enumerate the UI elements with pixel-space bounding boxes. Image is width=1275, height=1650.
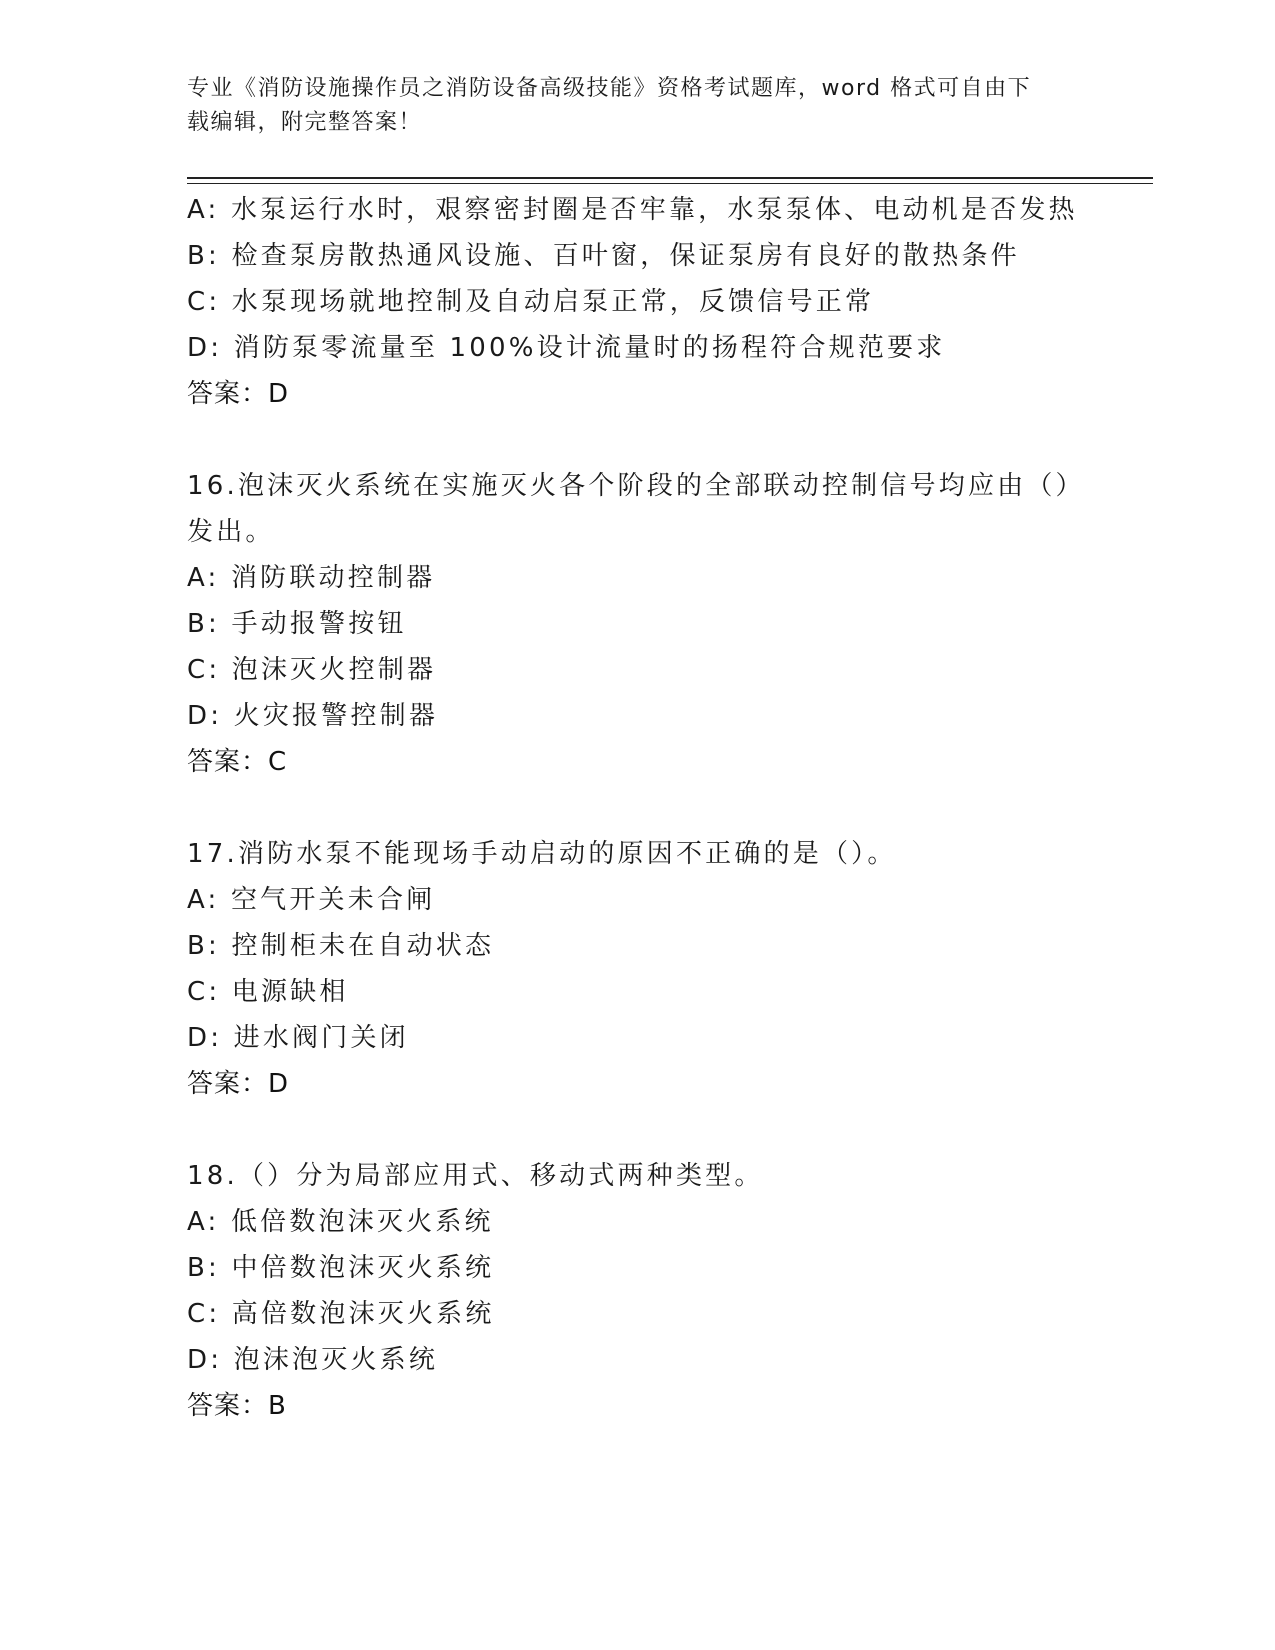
q17-question-line-1: 17.消防水泵不能现场手动启动的原因不正确的是（）。 [187,839,897,869]
header-line-2: 载编辑，附完整答案！ [187,110,423,135]
q18-question-line-1: 18.（）分为局部应用式、移动式两种类型。 [187,1161,764,1191]
question-list [187,187,1153,1429]
q16-option-c: C: 泡沫灭火控制器 [187,655,437,685]
question-15-block [187,187,1153,417]
q16-option-a: A: 消防联动控制器 [187,563,436,593]
q18-option-a: A: 低倍数泡沫灭火系统 [187,1207,494,1237]
header-line-1: 专业《消防设施操作员之消防设备高级技能》资格考试题库，word 格式可自由下 [187,76,1032,101]
spacer [187,417,1153,463]
document-header [187,72,1087,140]
q18-option-c: C: 高倍数泡沫灭火系统 [187,1299,495,1329]
spacer [187,785,1153,831]
q15-option-c: C: 水泵现场就地控制及自动启泵正常，反馈信号正常 [187,287,875,317]
q15-option-b: B: 检查泵房散热通风设施、百叶窗，保证泵房有良好的散热条件 [187,241,1020,271]
spacer [187,1107,1153,1153]
q17-option-b: B: 控制柜未在自动状态 [187,931,495,961]
q17-option-d: D: 进水阀门关闭 [187,1023,409,1053]
q17-option-c: C: 电源缺相 [187,977,349,1007]
q16-option-b: B: 手动报警按钮 [187,609,407,639]
q18-option-d: D: 泡沫泡灭火系统 [187,1345,439,1375]
header-rule-thin [187,183,1153,184]
q15-answer: 答案：D [187,379,290,409]
q15-option-a: A: 水泵运行水时，艰察密封圈是否牢靠，水泵泵体、电动机是否发热 [187,195,1078,225]
question-16-block [187,463,1153,785]
q17-answer: 答案：D [187,1069,290,1099]
question-18-block [187,1153,1153,1429]
q18-option-b: B: 中倍数泡沫灭火系统 [187,1253,495,1283]
q16-answer: 答案：C [187,747,288,777]
q16-option-d: D: 火灾报警控制器 [187,701,439,731]
q16-question-line-1: 16.泡沫灭火系统在实施灭火各个阶段的全部联动控制信号均应由（） [187,471,1085,501]
q15-option-d: D: 消防泵零流量至 100%设计流量时的扬程符合规范要求 [187,333,946,363]
q17-option-a: A: 空气开关未合闸 [187,885,436,915]
header-rule-thick [187,177,1153,179]
question-17-block [187,831,1153,1107]
q16-question-line-2: 发出。 [187,517,275,547]
q18-answer: 答案：B [187,1391,287,1421]
